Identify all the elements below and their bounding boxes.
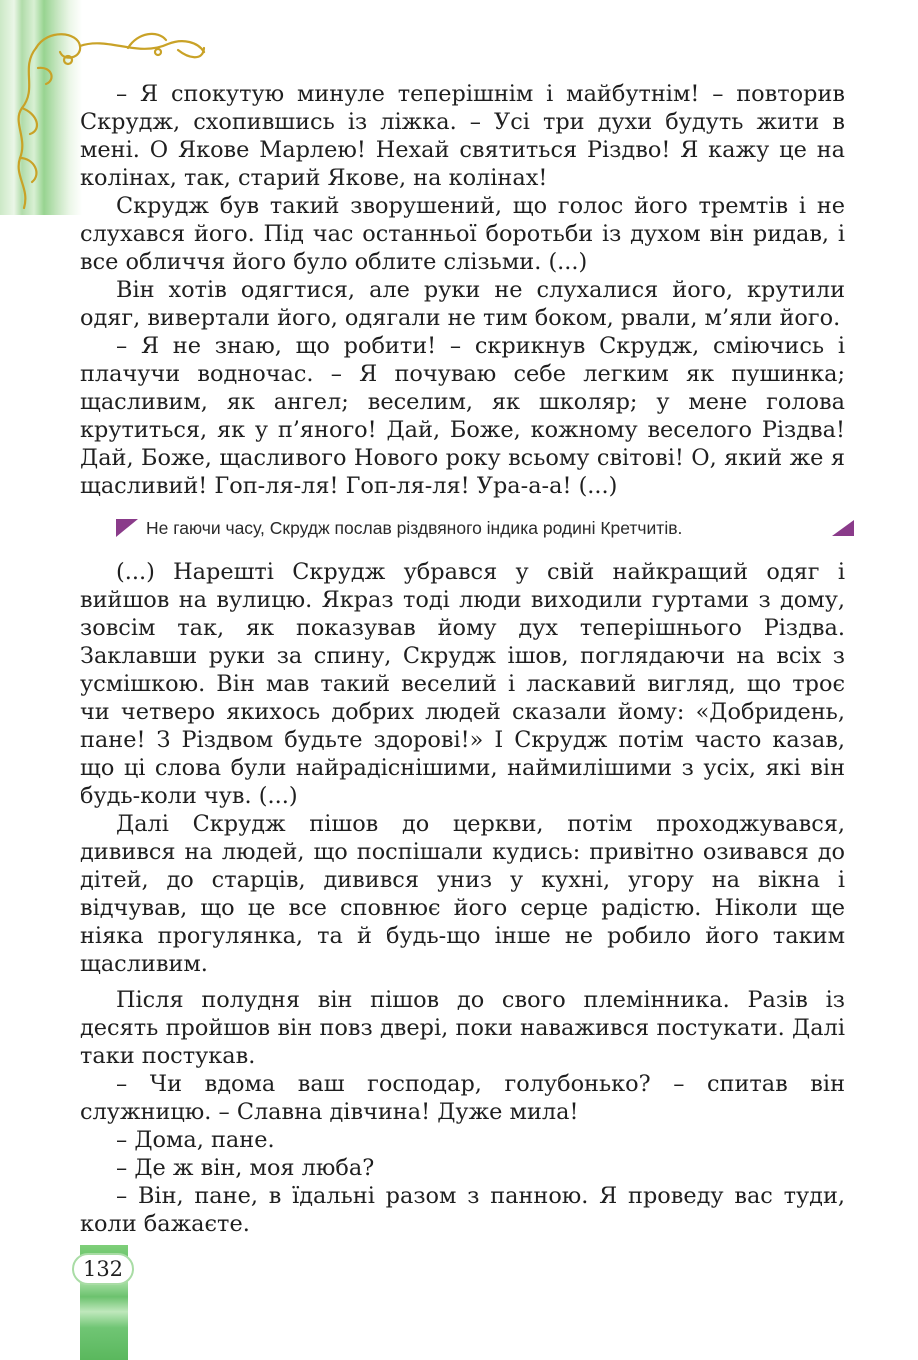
paragraph: Далі Скрудж пішов до церкви, потім проходжувався, дивився на людей, що поспішали кудись: привітно озивався до дітей, до старців, дивився униз у кухні, угору на вікна і відчував, що це все сповнює його серце радістю. Ніколи ще ніяка прогулянка, та й будь-що інше не робило його таким щасливим. <box>80 811 845 977</box>
paragraph: – Дома, пане. <box>116 1127 275 1153</box>
text-block-bottom <box>80 558 845 1238</box>
paragraph: – Він, пане, в їдальні разом з панною. Я проведу вас туди, коли бажаєте. <box>80 1183 845 1237</box>
paragraph: Після полудня він пішов до свого племінника. Разів із десять пройшов він повз двері, поки наважився постукати. Далі таки постукав. <box>80 987 845 1069</box>
paragraph: Він хотів одягтися, але руки не слухалися його, крутили одяг, вивертали його, одягали не тим боком, рвали, м’яли його. <box>80 277 845 331</box>
paragraph: Скрудж був такий зворушений, що голос його тремтів і не слухався його. Під час останньої боротьби із духом він ридав, і все обличчя його було облите слізьми. (...) <box>80 193 845 275</box>
text-block-top <box>80 80 845 500</box>
paragraph: (...) Нарешті Скрудж убрався у свій найкращий одяг і вийшов на вулицю. Якраз тоді люди виходили гуртами з дому, зовсім так, як показував йому дух теперішнього Різдва. Заклавши руки за спину, Скрудж ішов, поглядаючи на всіх з усмішкою. Він мав такий веселий і ласкавий вигляд, що троє чи четверо якихось добрих людей сказали йому: «Добридень, пане! З Різдвом будьте здорові!» І Скрудж потім часто казав, що ці слова були найрадіснішими, наймилішими з усіх, які він будь-коли чув. (...) <box>80 559 845 809</box>
paragraph: – Чи вдома ваш господар, голубонько? – спитав він служницю. – Славна дівчина! Дуже мила! <box>80 1071 845 1125</box>
remark-text: Не гаючи часу, Скрудж послав різдвяного індика родині Кретчитів. <box>146 518 683 538</box>
paragraph: – Я спокутую минуле теперішнім і майбутнім! – повторив Скрудж, схопившись із ліжка. – Усі три духи будуть жити в мені. О Якове Марлею! Нехай святиться Різдво! Я кажу це на колінах, так, старий Якове, на колінах! <box>80 81 845 191</box>
triangle-marker-icon <box>116 519 138 537</box>
paragraph: – Я не знаю, що робити! – скрикнув Скрудж, сміючись і плачучи водночас. – Я почуваю себе легким як пушинка; щасливим, як ангел; веселим, як школяр; у мене голова крутиться, як у п’яного! Дай, Боже, кожному веселого Різдва! Дай, Боже, щасливого Нового року всьому світові! О, який же я щасливий! Гоп-ля-ля! Гоп-ля-ля! Ура-а-а! (...) <box>80 333 845 499</box>
page-number: 132 <box>72 1253 134 1285</box>
paragraph: – Де ж він, моя люба? <box>116 1155 375 1181</box>
triangle-marker-icon <box>832 520 854 536</box>
editorial-remark <box>118 514 848 542</box>
